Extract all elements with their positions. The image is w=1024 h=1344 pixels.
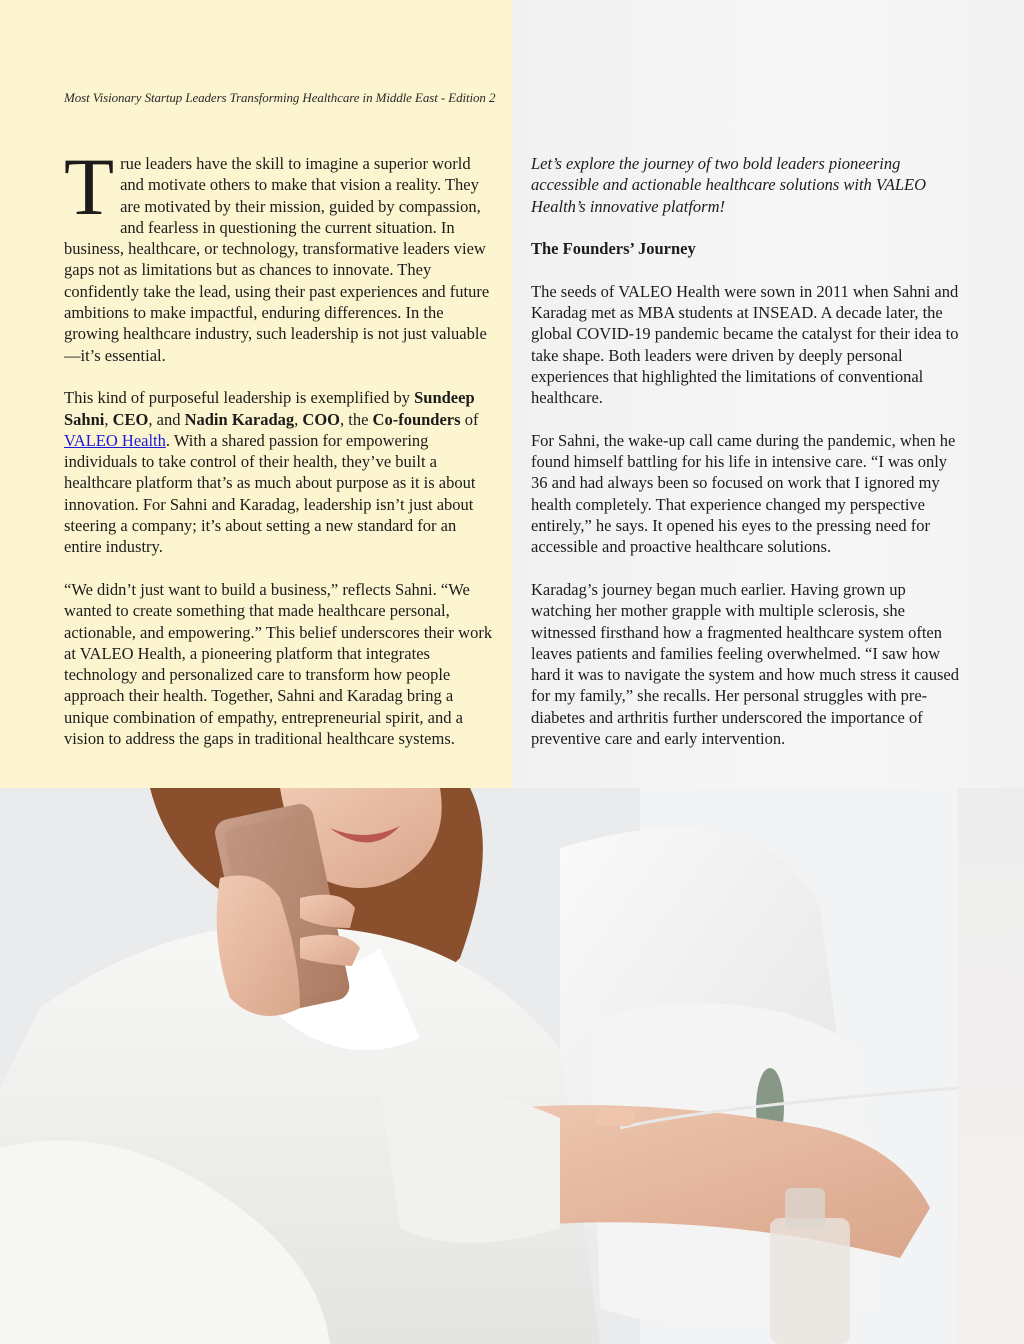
- journey-paragraph-1: The seeds of VALEO Health were sown in 2011 when Sahni and Karadag met as MBA students at INSEAD. A decade later, the global COVID-19 pandemic became the catalyst for their idea to take shape. Both leaders were driven by deeply personal experiences that highlighted the limitations of conventional healthcare.: [531, 281, 959, 408]
- founder-name-karadag: Nadin Karadag: [184, 409, 295, 429]
- text-fragment: . With a shared passion for empowering individuals to take control of their health, they’ve built a healthcare platform that’s as much about purpose as it is about innovation. For Sahni and Karadag, leadership isn’t just about steering a company; it’s about setting a new standard for an entire industry.: [64, 430, 476, 557]
- text-fragment: ,: [104, 409, 113, 429]
- role-coo: COO: [302, 409, 340, 429]
- cofounders-label: Co-founders: [372, 409, 461, 429]
- founders-paragraph: [64, 387, 494, 557]
- text-fragment: of: [460, 409, 479, 429]
- text-fragment: This kind of purposeful leadership is exemplified by: [64, 388, 415, 408]
- running-header: Most Visionary Startup Leaders Transforming Healthcare in Middle East - Edition 2: [64, 90, 496, 105]
- opening-paragraph: [64, 141, 494, 366]
- text-fragment: , the: [340, 409, 373, 429]
- journey-paragraph-2: For Sahni, the wake-up call came during the pandemic, when he found himself battling for his life in intensive care. “I was only 36 and had always been so focused on work that I ignored my health completely. That experience changed my perspective entirely,” he says. It opened his eyes to the pressing need for accessible and proactive healthcare solutions.: [531, 430, 956, 557]
- woman-with-phone-illustration: [0, 788, 958, 1344]
- right-column: [531, 153, 963, 771]
- right-margin-strip: [958, 788, 1024, 1344]
- text-fragment: , and: [148, 409, 185, 429]
- text-fragment: ,: [294, 409, 303, 429]
- left-column: [64, 141, 494, 771]
- opening-text: rue leaders have the skill to imagine a superior world and motivate others to make that vision a reality. They are motivated by their mission, guided by compassion, and fearless in questioning the current situation. In business, healthcare, or technology, transformative leaders view gaps not as limitations but as chances to innovate. They confidently take the lead, using their past experiences and future ambitions to make impactful, enduring differences. In the growing healthcare industry, such leadership is not just valuable—it’s essential.: [64, 154, 490, 365]
- journey-paragraph-3: Karadag’s journey began much earlier. Having grown up watching her mother grapple with multiple sclerosis, she witnessed firsthand how a fragmented healthcare system often leaves patients and families feeling overwhelmed. “I saw how hard it was to navigate the system and how much stress it caused for my family,” she recalls. Her personal struggles with pre-diabetes and arthritis further underscored the importance of preventive care and early intervention.: [531, 579, 959, 749]
- valeo-health-link[interactable]: VALEO Health: [64, 430, 166, 450]
- founder-name-sahni: Sundeep Sahni: [64, 388, 475, 429]
- quote-paragraph: “We didn’t just want to build a business,” reflects Sahni. “We wanted to create something that made healthcare personal, actionable, and empowering.” This belief underscores their work at VALEO Health, a pioneering platform that integrates technology and personalized care to transform how people approach their health. Together, Sahni and Karadag bring a unique combination of empathy, entrepreneurial spirit, and a vision to address the gaps in traditional healthcare systems.: [64, 579, 493, 749]
- section-heading: The Founders’ Journey: [531, 239, 696, 259]
- intro-italic: Let’s explore the journey of two bold leaders pioneering accessible and actionable healthcare solutions with VALEO Health’s innovative platform!: [531, 154, 927, 216]
- drop-cap: T: [64, 141, 115, 232]
- role-ceo: CEO: [112, 409, 149, 429]
- feature-photo: [0, 788, 958, 1344]
